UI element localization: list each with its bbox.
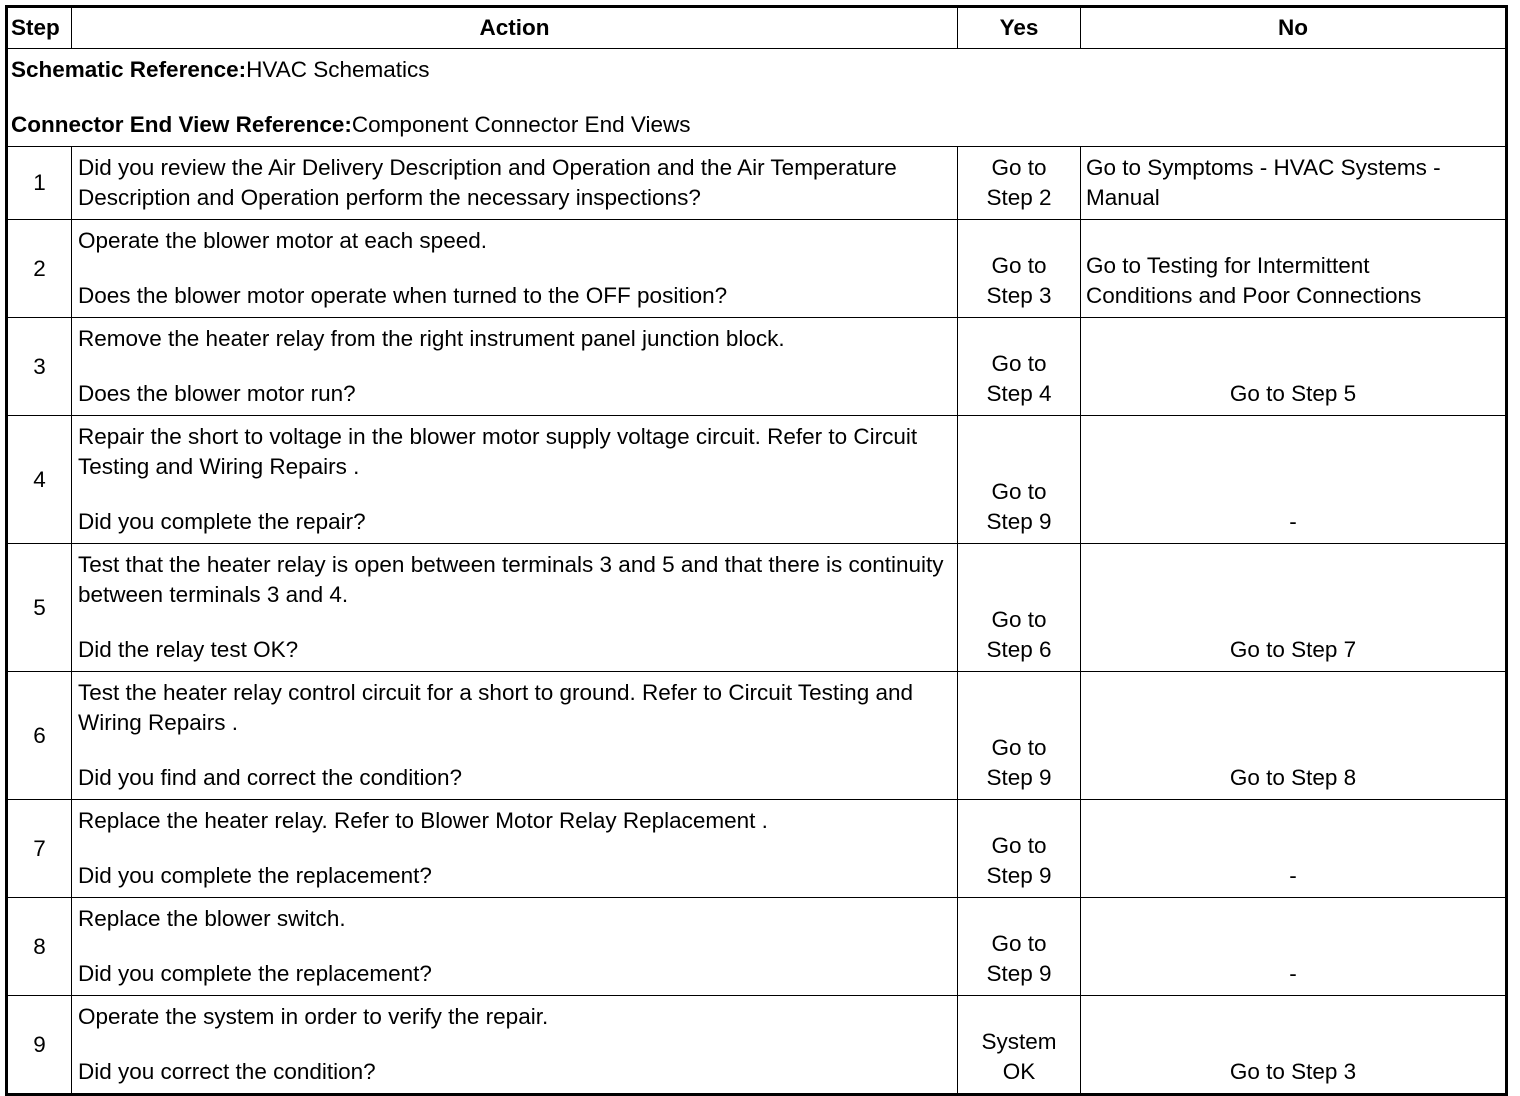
yes-line: Go to	[991, 735, 1047, 760]
table-row	[7, 672, 1507, 800]
no-line: -	[1289, 961, 1297, 986]
table-row	[7, 318, 1507, 416]
yes-cell	[958, 672, 1081, 800]
no-cell	[1081, 898, 1507, 996]
schematic-reference-link[interactable]: HVAC Schematics	[246, 57, 430, 82]
action-cell	[72, 416, 958, 544]
action-question: Did the relay test OK?	[78, 637, 299, 662]
yes-line: OK	[1002, 1059, 1036, 1084]
no-cell	[1081, 220, 1507, 318]
connector-reference-link[interactable]: Component Connector End Views	[351, 112, 691, 137]
step-number: 1	[7, 147, 72, 220]
table-row	[7, 147, 1507, 220]
table-row	[7, 220, 1507, 318]
action-cell	[72, 996, 958, 1095]
yes-line: Step 4	[986, 381, 1052, 406]
yes-line: Go to	[991, 833, 1047, 858]
header-row	[7, 7, 1507, 49]
step-number: 8	[7, 898, 72, 996]
no-line: Go to Step 5	[1229, 381, 1357, 406]
yes-line: Go to	[991, 351, 1047, 376]
connector-reference	[11, 110, 1502, 140]
header-action: Action	[72, 7, 958, 49]
yes-line: Step 9	[986, 863, 1052, 888]
yes-cell	[958, 996, 1081, 1095]
action-text: Remove the heater relay from the right instrument panel junction block.	[78, 326, 785, 351]
yes-cell	[958, 416, 1081, 544]
yes-line: Go to	[991, 253, 1047, 278]
action-text: Replace the blower switch.	[78, 906, 346, 931]
connector-reference-label: Connector End View Reference:	[11, 112, 352, 137]
action-text: Operate the system in order to verify the repair.	[78, 1004, 549, 1029]
no-cell	[1081, 147, 1507, 220]
action-cell	[72, 544, 958, 672]
yes-line: System	[981, 1029, 1057, 1054]
action-question: Did you complete the replacement?	[78, 863, 432, 888]
action-text: Test that the heater relay is open between terminals 3 and 5 and that there is continuity between terminals 3 and 4.	[78, 552, 944, 607]
yes-cell	[958, 147, 1081, 220]
step-number: 4	[7, 416, 72, 544]
yes-line: Step 2	[986, 185, 1052, 210]
no-line: Go to Step 8	[1229, 765, 1357, 790]
reference-row	[7, 49, 1507, 147]
yes-cell	[958, 318, 1081, 416]
action-question: Did you find and correct the condition?	[78, 765, 462, 790]
action-cell	[72, 672, 958, 800]
step-number: 9	[7, 996, 72, 1095]
yes-line: Step 6	[986, 637, 1052, 662]
yes-line: Go to	[991, 155, 1047, 180]
step-number: 2	[7, 220, 72, 318]
action-cell	[72, 147, 958, 220]
yes-cell	[958, 800, 1081, 898]
action-text: Did you review the Air Delivery Description and Operation and the Air Temperature Description and Operation perform the necessary inspections?	[78, 155, 897, 210]
no-line: Go to Step 3	[1229, 1059, 1357, 1084]
no-cell	[1081, 544, 1507, 672]
step-number: 3	[7, 318, 72, 416]
no-line: Conditions and Poor Connections	[1086, 283, 1422, 308]
yes-line: Step 9	[986, 509, 1052, 534]
yes-line: Step 9	[986, 961, 1052, 986]
action-question: Did you complete the replacement?	[78, 961, 432, 986]
diagnostic-table	[5, 5, 1508, 1096]
action-question: Does the blower motor operate when turned to the OFF position?	[78, 283, 728, 308]
no-cell	[1081, 800, 1507, 898]
reference-cell	[7, 49, 1507, 147]
action-cell	[72, 220, 958, 318]
header-step: Step	[7, 7, 72, 49]
action-text: Operate the blower motor at each speed.	[78, 228, 487, 253]
action-text: Test the heater relay control circuit for a short to ground. Refer to Circuit Testing and Wiring Repairs .	[78, 680, 913, 735]
yes-line: Go to	[991, 931, 1047, 956]
yes-cell	[958, 544, 1081, 672]
table-row	[7, 996, 1507, 1095]
schematic-reference-label: Schematic Reference:	[11, 57, 247, 82]
no-cell	[1081, 672, 1507, 800]
yes-line: Go to	[991, 607, 1047, 632]
no-line: -	[1289, 509, 1297, 534]
table-row	[7, 898, 1507, 996]
action-cell	[72, 898, 958, 996]
no-line: Go to Step 7	[1229, 637, 1357, 662]
yes-line: Step 3	[986, 283, 1052, 308]
yes-cell	[958, 898, 1081, 996]
yes-line: Go to	[991, 479, 1047, 504]
step-number: 6	[7, 672, 72, 800]
no-line: -	[1289, 863, 1297, 888]
no-cell	[1081, 996, 1507, 1095]
action-cell	[72, 800, 958, 898]
action-question: Did you correct the condition?	[78, 1059, 376, 1084]
action-question: Did you complete the repair?	[78, 509, 366, 534]
action-question: Does the blower motor run?	[78, 381, 356, 406]
action-text: Repair the short to voltage in the blower motor supply voltage circuit. Refer to Circuit Testing and Wiring Repairs .	[78, 424, 918, 479]
header-yes: Yes	[958, 7, 1081, 49]
step-number: 5	[7, 544, 72, 672]
action-text: Replace the heater relay. Refer to Blower Motor Relay Replacement .	[78, 808, 768, 833]
header-no: No	[1081, 7, 1507, 49]
no-line: Go to Testing for Intermittent	[1086, 253, 1370, 278]
schematic-reference	[11, 55, 1502, 85]
no-line: Go to Symptoms - HVAC Systems -	[1086, 155, 1441, 180]
action-cell	[72, 318, 958, 416]
no-cell	[1081, 318, 1507, 416]
yes-line: Step 9	[986, 765, 1052, 790]
table-row	[7, 416, 1507, 544]
no-line: Manual	[1086, 185, 1160, 210]
step-number: 7	[7, 800, 72, 898]
table-row	[7, 544, 1507, 672]
no-cell	[1081, 416, 1507, 544]
table-row	[7, 800, 1507, 898]
yes-cell	[958, 220, 1081, 318]
